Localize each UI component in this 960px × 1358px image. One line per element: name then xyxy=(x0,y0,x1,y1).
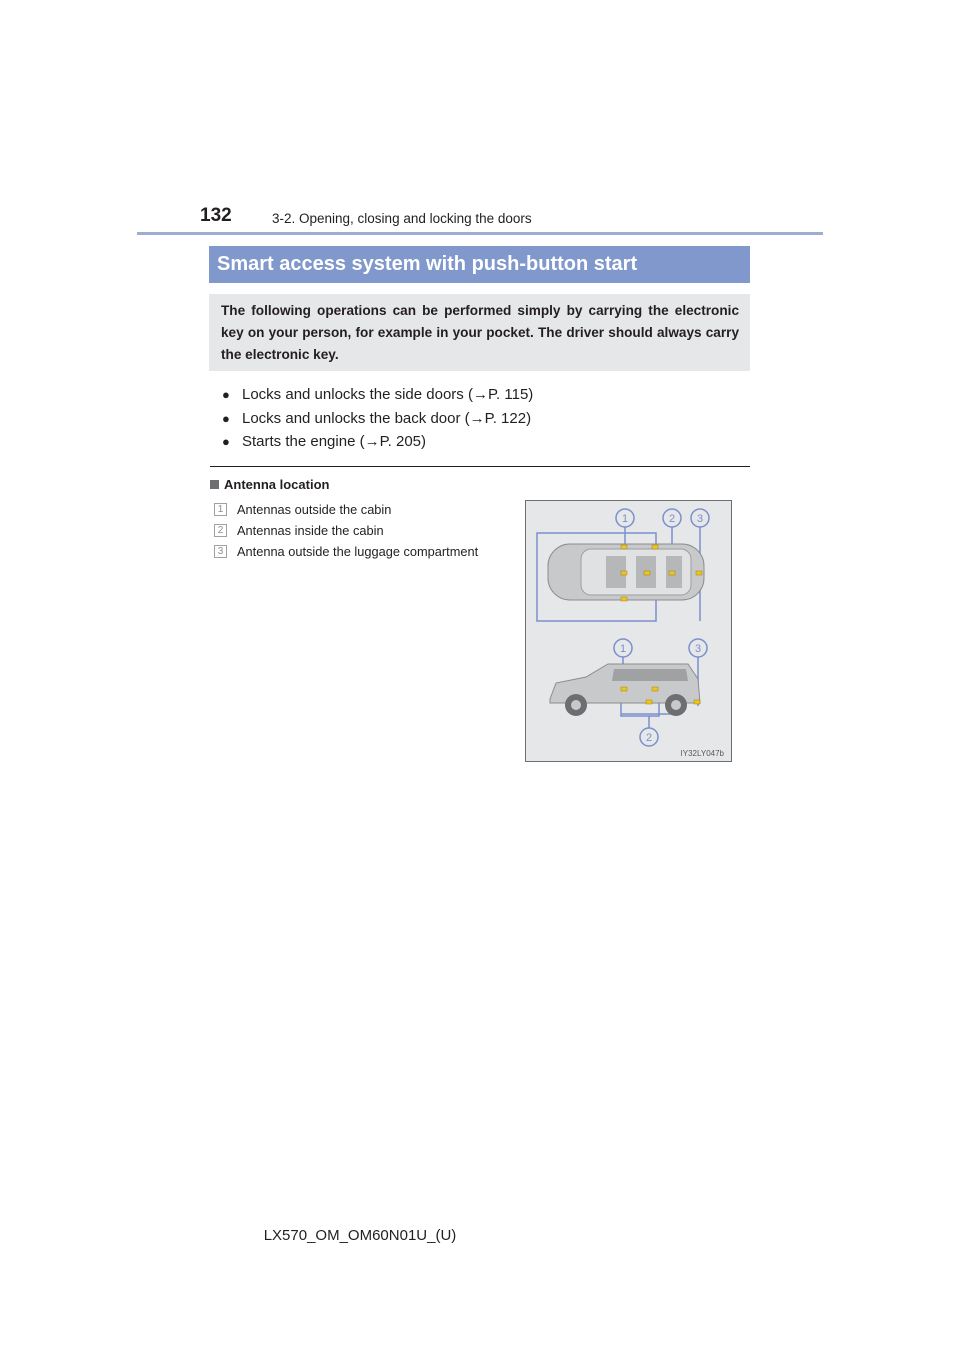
antenna-marker xyxy=(696,571,702,575)
callout-side-1: 1 xyxy=(619,643,627,655)
antenna-marker xyxy=(621,571,627,575)
bullet-icon: ● xyxy=(222,387,230,402)
header-section-title: 3-2. Opening, closing and locking the doors xyxy=(272,211,532,226)
callout-top-3: 3 xyxy=(696,513,704,525)
antenna-diagram xyxy=(525,500,732,762)
legend-number: 1 xyxy=(214,503,227,516)
antenna-marker xyxy=(646,700,652,704)
legend-text: Antenna outside the luggage compartment xyxy=(237,544,479,559)
section-divider xyxy=(210,466,750,467)
footer-doc-id: LX570_OM_OM60N01U_(U) xyxy=(263,1227,457,1244)
square-bullet-icon xyxy=(210,480,219,489)
header-rule xyxy=(137,232,823,235)
intro-box xyxy=(209,294,750,371)
antenna-marker xyxy=(652,545,658,549)
callout-side-3: 3 xyxy=(694,643,702,655)
antenna-legend xyxy=(214,499,478,562)
antenna-marker xyxy=(669,571,675,575)
legend-item xyxy=(214,520,478,541)
legend-number: 3 xyxy=(214,545,227,558)
legend-item xyxy=(214,541,478,562)
list-item xyxy=(222,383,533,407)
list-item-text: Locks and unlocks the back door (→P. 122) xyxy=(242,409,532,427)
callout-side-2: 2 xyxy=(645,732,653,744)
section-title-banner xyxy=(209,246,750,283)
legend-text: Antennas inside the cabin xyxy=(237,523,384,538)
list-item xyxy=(222,407,533,431)
callout-top-1: 1 xyxy=(621,513,629,525)
antenna-marker xyxy=(694,700,700,704)
antenna-marker xyxy=(621,545,627,549)
list-item-text: Starts the engine (→P. 205) xyxy=(242,433,426,450)
diagram-code: IY32LY047b xyxy=(680,749,724,758)
callout-top-2: 2 xyxy=(668,513,676,525)
subsection-title: Antenna location xyxy=(224,477,330,492)
antenna-marker xyxy=(621,597,627,601)
legend-item xyxy=(214,499,478,520)
section-title: Smart access system with push-button start xyxy=(217,253,638,275)
antenna-marker xyxy=(621,687,627,691)
bullet-icon: ● xyxy=(222,434,230,449)
subsection-heading xyxy=(210,477,329,492)
antenna-marker xyxy=(644,571,650,575)
legend-number: 2 xyxy=(214,524,227,537)
feature-list xyxy=(222,383,533,454)
intro-text: The following operations can be performed simply by carrying the electronic key on your person, for example in your pocket. The driver should always carry the electronic key. xyxy=(221,303,739,362)
antenna-diagram-svg xyxy=(526,501,731,761)
page-number: 132 xyxy=(200,205,232,226)
list-item-text: Locks and unlocks the side doors (→P. 115) xyxy=(242,386,534,403)
legend-text: Antennas outside the cabin xyxy=(237,502,392,517)
antenna-marker xyxy=(652,687,658,691)
bullet-icon: ● xyxy=(222,410,230,426)
list-item xyxy=(222,430,533,454)
